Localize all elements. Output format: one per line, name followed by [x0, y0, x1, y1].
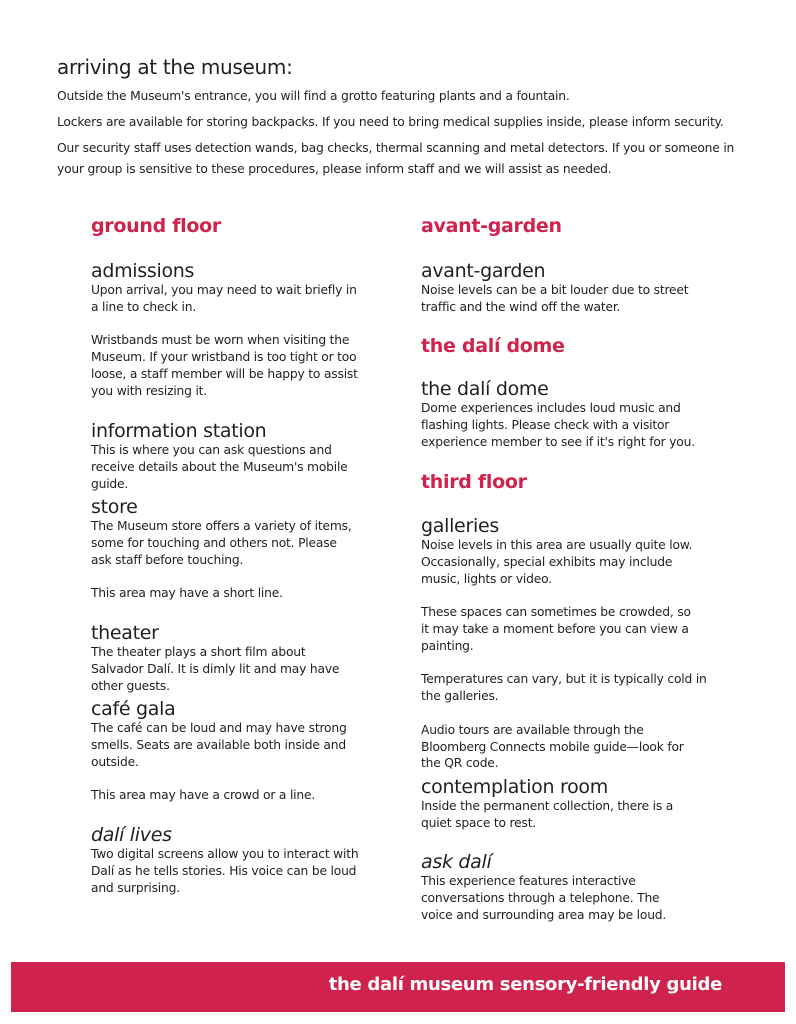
item-text: The café can be loud and may have strong smells. Seats are available both inside and outside.: [91, 721, 347, 769]
item-admissions: [91, 260, 363, 416]
item-text: Noise levels can be a bit louder due to street traffic and the wind off the water.: [421, 283, 689, 314]
arrival-paragraph: Our security staff uses detection wands, bag checks, thermal scanning and metal detectors. If you or someone in your group is sensitive to these procedures, please inform staff and we will assist as needed.: [57, 141, 735, 176]
item-avant-garden: [421, 260, 691, 332]
item-text: Dome experiences includes loud music and flashing lights. Please check with a visitor experience member to see if it's right for you.: [421, 401, 695, 449]
section-heading-dali-dome: the dalí dome: [421, 335, 565, 357]
item-contemplation-room: [421, 776, 706, 848]
item-text: Inside the permanent collection, there is a quiet space to rest.: [421, 799, 674, 830]
item-title: dalí lives: [91, 824, 172, 846]
item-title: the dalí dome: [421, 378, 549, 400]
item-title: avant-garden: [421, 260, 546, 282]
item-text: This experience features interactive conversations through a telephone. The voice and surrounding area may be loud.: [421, 874, 667, 922]
item-galleries: [421, 515, 711, 789]
item-title: café gala: [91, 698, 176, 720]
item-text: Two digital screens allow you to interact with Dalí as he tells stories. His voice can be loud and surprising.: [91, 847, 359, 895]
item-ask-dali: [421, 851, 691, 940]
item-text: This is where you can ask questions and receive details about the Museum's mobile guide.: [91, 443, 348, 491]
section-heading-avant-garden: avant-garden: [421, 215, 562, 237]
footer-banner: [11, 962, 785, 1012]
item-title: admissions: [91, 260, 195, 282]
arrival-paragraph: Lockers are available for storing backpacks. If you need to bring medical supplies inside, please inform security.: [57, 115, 724, 129]
item-title: galleries: [421, 515, 499, 537]
item-store: [91, 496, 359, 619]
item-text: Audio tours are available through the Bloomberg Connects mobile guide—look for the QR code.: [421, 722, 684, 771]
arrival-heading: arriving at the museum:: [57, 55, 293, 79]
item-title: theater: [91, 622, 159, 644]
item-text: This area may have a crowd or a line.: [91, 788, 316, 803]
item-text: Upon arrival, you may need to wait briefly in a line to check in.: [91, 283, 357, 314]
arrival-section: [57, 54, 757, 189]
item-text: These spaces can sometimes be crowded, so it may take a moment before you can view a painting.: [421, 605, 691, 653]
item-title: store: [91, 496, 138, 518]
item-text: The Museum store offers a variety of items, some for touching and others not. Please ask staff before touching.: [91, 519, 352, 567]
item-title: information station: [91, 420, 267, 442]
item-text: This area may have a short line.: [91, 586, 283, 601]
item-text: The theater plays a short film about Salvador Dalí. It is dimly lit and may have other guests.: [91, 645, 340, 693]
item-text: Temperatures can vary, but it is typically cold in the galleries.: [421, 672, 707, 704]
footer-title: the dalí museum sensory-friendly guide: [328, 974, 722, 995]
item-dali-dome: [421, 378, 726, 467]
item-text: Wristbands must be worn when visiting the Museum. If your wristband is too tight or too loose, a staff member will be happy to assist you with resizing it.: [91, 333, 358, 398]
section-heading-third-floor: third floor: [421, 471, 527, 493]
item-title: ask dalí: [421, 851, 492, 873]
item-cafe-gala: [91, 698, 353, 821]
item-dali-lives: [91, 824, 371, 913]
item-title: contemplation room: [421, 776, 608, 798]
arrival-paragraph: Outside the Museum's entrance, you will find a grotto featuring plants and a fountain.: [57, 89, 570, 103]
item-text: Noise levels in this area are usually quite low. Occasionally, special exhibits may include music, lights or video.: [421, 538, 693, 586]
section-heading-ground-floor: ground floor: [91, 215, 221, 237]
